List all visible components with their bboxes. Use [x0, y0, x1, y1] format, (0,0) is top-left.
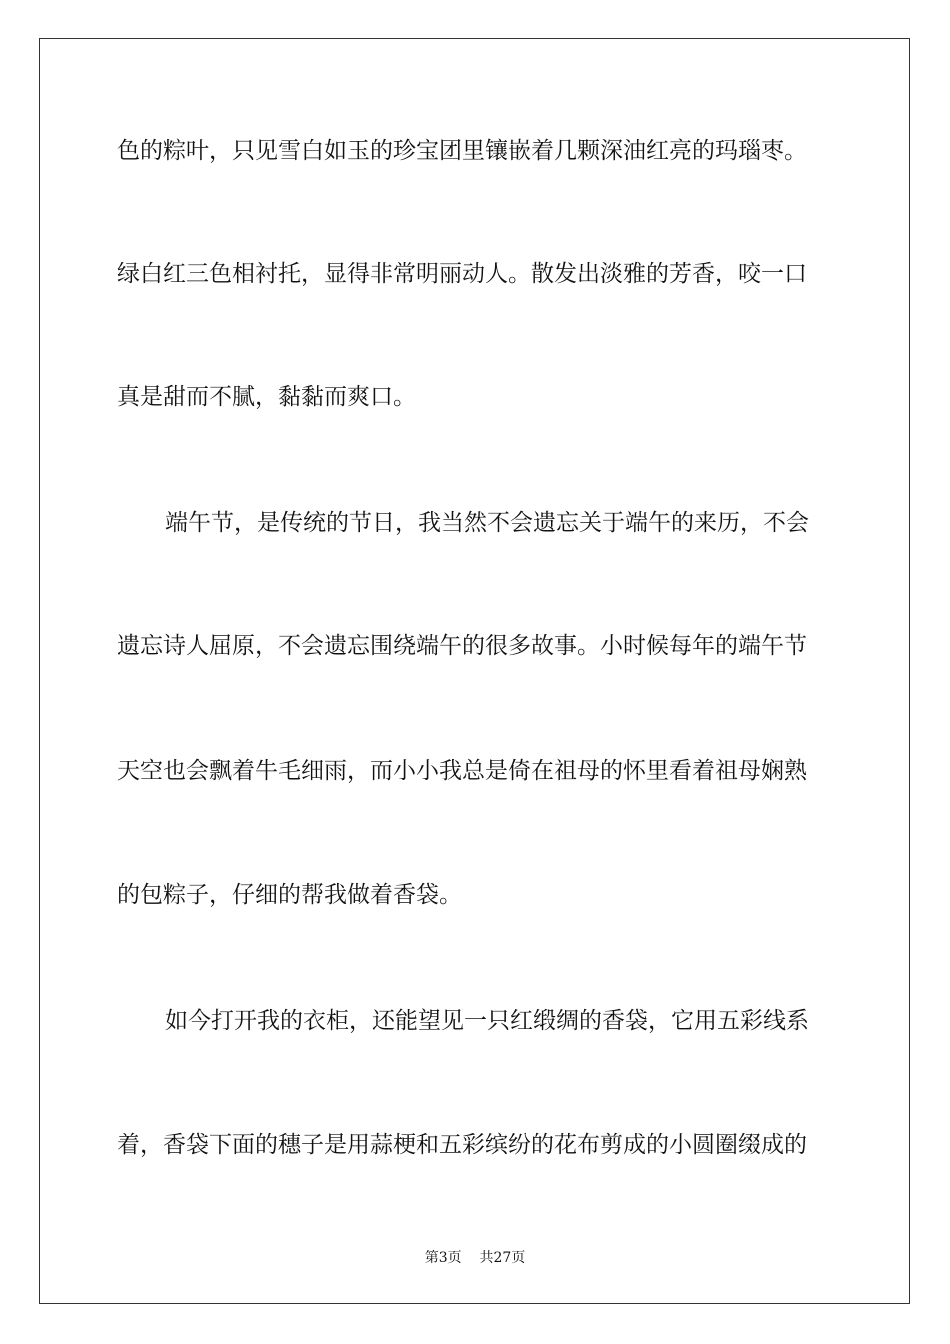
- page-total: 共27页: [479, 1250, 526, 1266]
- paragraph-line-2: 绿白红三色相衬托，显得非常明丽动人。散发出淡雅的芳香，咬一口: [117, 261, 807, 287]
- paragraph-line-5: 遗忘诗人屈原，不会遗忘围绕端午的很多故事。小时候每年的端午节: [117, 633, 807, 659]
- page-footer: [0, 1247, 950, 1267]
- paragraph-line-3: 真是甜而不腻，黏黏而爽口。: [117, 384, 416, 410]
- paragraph-line-6: 天空也会飘着牛毛细雨，而小小我总是倚在祖母的怀里看着祖母娴熟: [117, 758, 807, 784]
- paragraph-line-9: 着，香袋下面的穗子是用蒜梗和五彩缤纷的花布剪成的小圆圈缀成的: [117, 1132, 807, 1158]
- paragraph-line-7: 的包粽子，仔细的帮我做着香袋。: [117, 882, 462, 908]
- page-border: [39, 38, 910, 1304]
- page-number: 第3页: [424, 1250, 462, 1266]
- paragraph-line-4: 端午节，是传统的节日，我当然不会遗忘关于端午的来历，不会: [165, 510, 809, 536]
- paragraph-line-1: 色的粽叶，只见雪白如玉的珍宝团里镶嵌着几颗深油红亮的玛瑙枣。: [117, 138, 807, 164]
- paragraph-line-8: 如今打开我的衣柜，还能望见一只红缎绸的香袋，它用五彩线系: [165, 1008, 809, 1034]
